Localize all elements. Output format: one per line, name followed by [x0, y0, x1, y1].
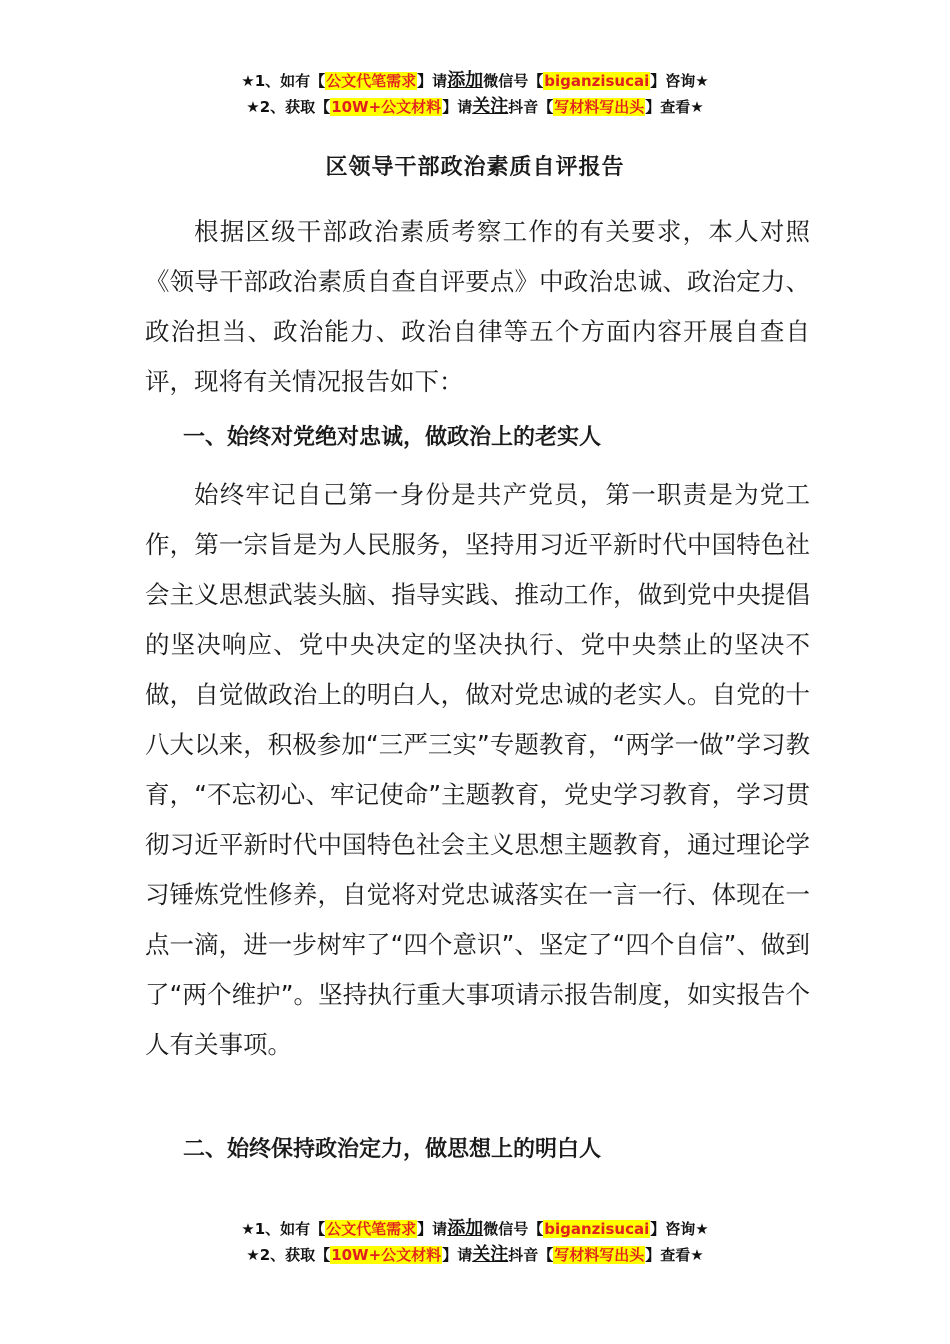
promo-text: 】咨询★: [650, 72, 709, 90]
promo-text: 抖音【: [508, 98, 554, 116]
promo-highlight-service: 公文代笔需求: [326, 72, 417, 90]
promo-text: 】请: [442, 1246, 473, 1264]
promo-highlight-service: 公文代笔需求: [326, 1220, 417, 1238]
promo-highlight-wechat-id: biganzisucai: [544, 1220, 650, 1238]
section-heading-2: 二、始终保持政治定力，做思想上的明白人: [183, 1137, 602, 1162]
document-title: 区领导干部政治素质自评报告: [325, 155, 625, 180]
promo-highlight-materials: 10W+公文材料: [331, 1246, 442, 1264]
promo-line-1: [0, 1216, 950, 1242]
promo-text: ★1、如有【: [241, 1220, 326, 1238]
promo-emphasis-follow: 关注: [472, 1244, 509, 1265]
section-1-paragraph: 始终牢记自己第一身份是共产党员，第一职责是为党工作，第一宗旨是为人民服务，坚持用习近平新时代中国特色社会主义思想武装头脑、指导实践、推动工作，做到党中央提倡的坚决响应、党中央决定的坚决执行、党中央禁止的坚决不做，自觉做政治上的明白人，做对党忠诚的老实人。自党的十八大以来，积极参加“三严三实”专题教育，“两学一做”学习教育，“不忘初心、牢记使命”主题教育，党史学习教育，学习贯彻习近平新时代中国特色社会主义思想主题教育，通过理论学习锤炼党性修养，自觉将对党忠诚落实在一言一行、体现在一点一滴，进一步树牢了“四个意识”、坚定了“四个自信”、做到了“两个维护”。坚持执行重大事项请示报告制度，如实报告个人有关事项。: [145, 480, 810, 1059]
promo-text: 】查看★: [645, 98, 704, 116]
promo-line-2: [0, 1242, 950, 1268]
promo-text: 】请: [417, 72, 448, 90]
promo-highlight-douyin-id: 写材料写出头: [554, 1246, 645, 1264]
promo-text: 抖音【: [508, 1246, 554, 1264]
promo-line-1: [0, 68, 950, 94]
promo-highlight-materials: 10W+公文材料: [331, 98, 442, 116]
section-heading-1: 一、始终对党绝对忠诚，做政治上的老实人: [183, 425, 602, 450]
promo-text: 】请: [442, 98, 473, 116]
promo-text: ★2、获取【: [246, 98, 331, 116]
promo-text: 微信号【: [483, 72, 544, 90]
promo-text: ★2、获取【: [246, 1246, 331, 1264]
promo-text: 微信号【: [483, 1220, 544, 1238]
promo-highlight-douyin-id: 写材料写出头: [554, 98, 645, 116]
promo-emphasis-add: 添加: [447, 1218, 484, 1239]
promo-text: 】咨询★: [650, 1220, 709, 1238]
intro-paragraph: 根据区级干部政治素质考察工作的有关要求，本人对照《领导干部政治素质自查自评要点》中政治忠诚、政治定力、政治担当、政治能力、政治自律等五个方面内容开展自查自评，现将有关情况报告如下：: [145, 217, 810, 396]
promo-text: 】请: [417, 1220, 448, 1238]
promo-text: ★1、如有【: [241, 72, 326, 90]
promo-emphasis-add: 添加: [447, 70, 484, 91]
promo-banner-bottom: [0, 1216, 950, 1268]
promo-text: 】查看★: [645, 1246, 704, 1264]
promo-emphasis-follow: 关注: [472, 96, 509, 117]
promo-banner-top: [0, 68, 950, 120]
promo-highlight-wechat-id: biganzisucai: [544, 72, 650, 90]
promo-line-2: [0, 94, 950, 120]
